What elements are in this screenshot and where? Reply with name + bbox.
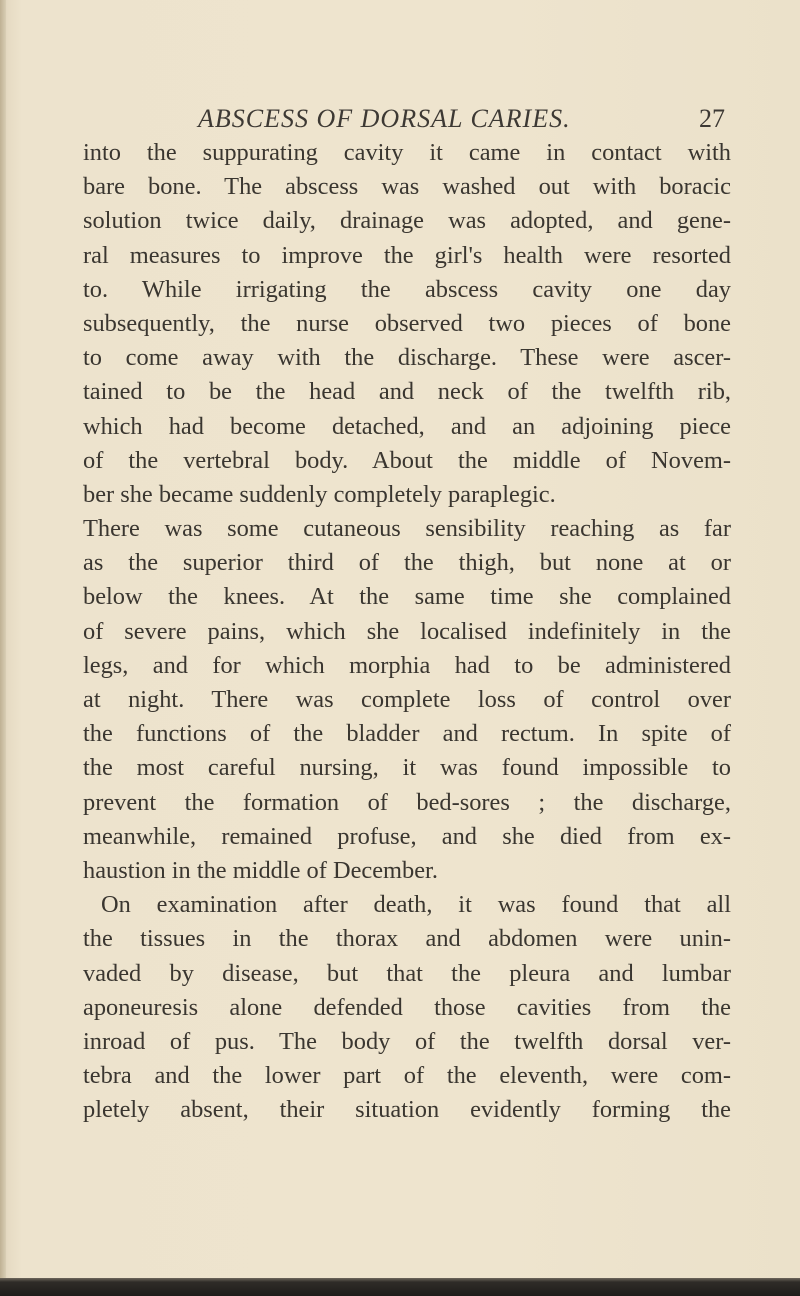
running-title: ABSCESS OF DORSAL CARIES. — [198, 104, 571, 133]
text-line: of the vertebral body. About the middle of Novem- — [83, 446, 731, 474]
text-line: into the suppurating cavity it came in contact with — [83, 139, 731, 166]
text-line: subsequently, the nurse observed two pieces of bone — [83, 309, 731, 337]
body-text — [83, 136, 731, 1127]
page-edge — [0, 0, 6, 1296]
page-number: 27 — [699, 104, 725, 133]
text-line: tebra and the lower part of the eleventh, were com- — [83, 1062, 731, 1090]
text-line: On examination after death, it was found that all — [101, 891, 731, 919]
text-line: the most careful nursing, it was found impossible to — [83, 754, 731, 782]
text-line: at night. There was complete loss of control over — [83, 686, 731, 713]
text-line: solution twice daily, drainage was adopted, and gene- — [83, 207, 731, 235]
text-line: the tissues in the thorax and abdomen were unin- — [83, 925, 731, 953]
text-line: prevent the formation of bed-sores ; the discharge, — [83, 788, 731, 816]
text-line: aponeuresis alone defended those cavities from the — [83, 993, 731, 1021]
text-line: to. While irrigating the abscess cavity one day — [83, 275, 731, 303]
text-line: meanwhile, remained profuse, and she died from ex- — [83, 822, 731, 850]
text-line: haustion in the middle of December. — [83, 856, 438, 884]
text-line: tained to be the head and neck of the twelfth rib, — [83, 378, 731, 406]
text-line: as the superior third of the thigh, but none at or — [83, 549, 731, 577]
text-line: ber she became suddenly completely paraplegic. — [83, 480, 556, 508]
text-line: legs, and for which morphia had to be administered — [83, 651, 731, 679]
text-line: of severe pains, which she localised indefinitely in the — [83, 617, 731, 645]
page-header — [150, 98, 725, 138]
text-line: ral measures to improve the girl's health were resorted — [83, 241, 731, 269]
text-line: below the knees. At the same time she complained — [83, 583, 731, 611]
text-line: pletely absent, their situation evidently forming the — [83, 1096, 731, 1124]
text-line: to come away with the discharge. These were ascer- — [83, 344, 731, 372]
text-line: vaded by disease, but that the pleura and lumbar — [83, 959, 731, 987]
text-line: which had become detached, and an adjoining piece — [83, 412, 731, 440]
text-line: There was some cutaneous sensibility reaching as far — [83, 515, 731, 543]
text-line: inroad of pus. The body of the twelfth dorsal ver- — [83, 1027, 731, 1055]
text-line: bare bone. The abscess was washed out with boracic — [83, 173, 731, 201]
text-line: the functions of the bladder and rectum. In spite of — [83, 720, 731, 748]
scan-bottom-edge — [0, 1278, 800, 1296]
